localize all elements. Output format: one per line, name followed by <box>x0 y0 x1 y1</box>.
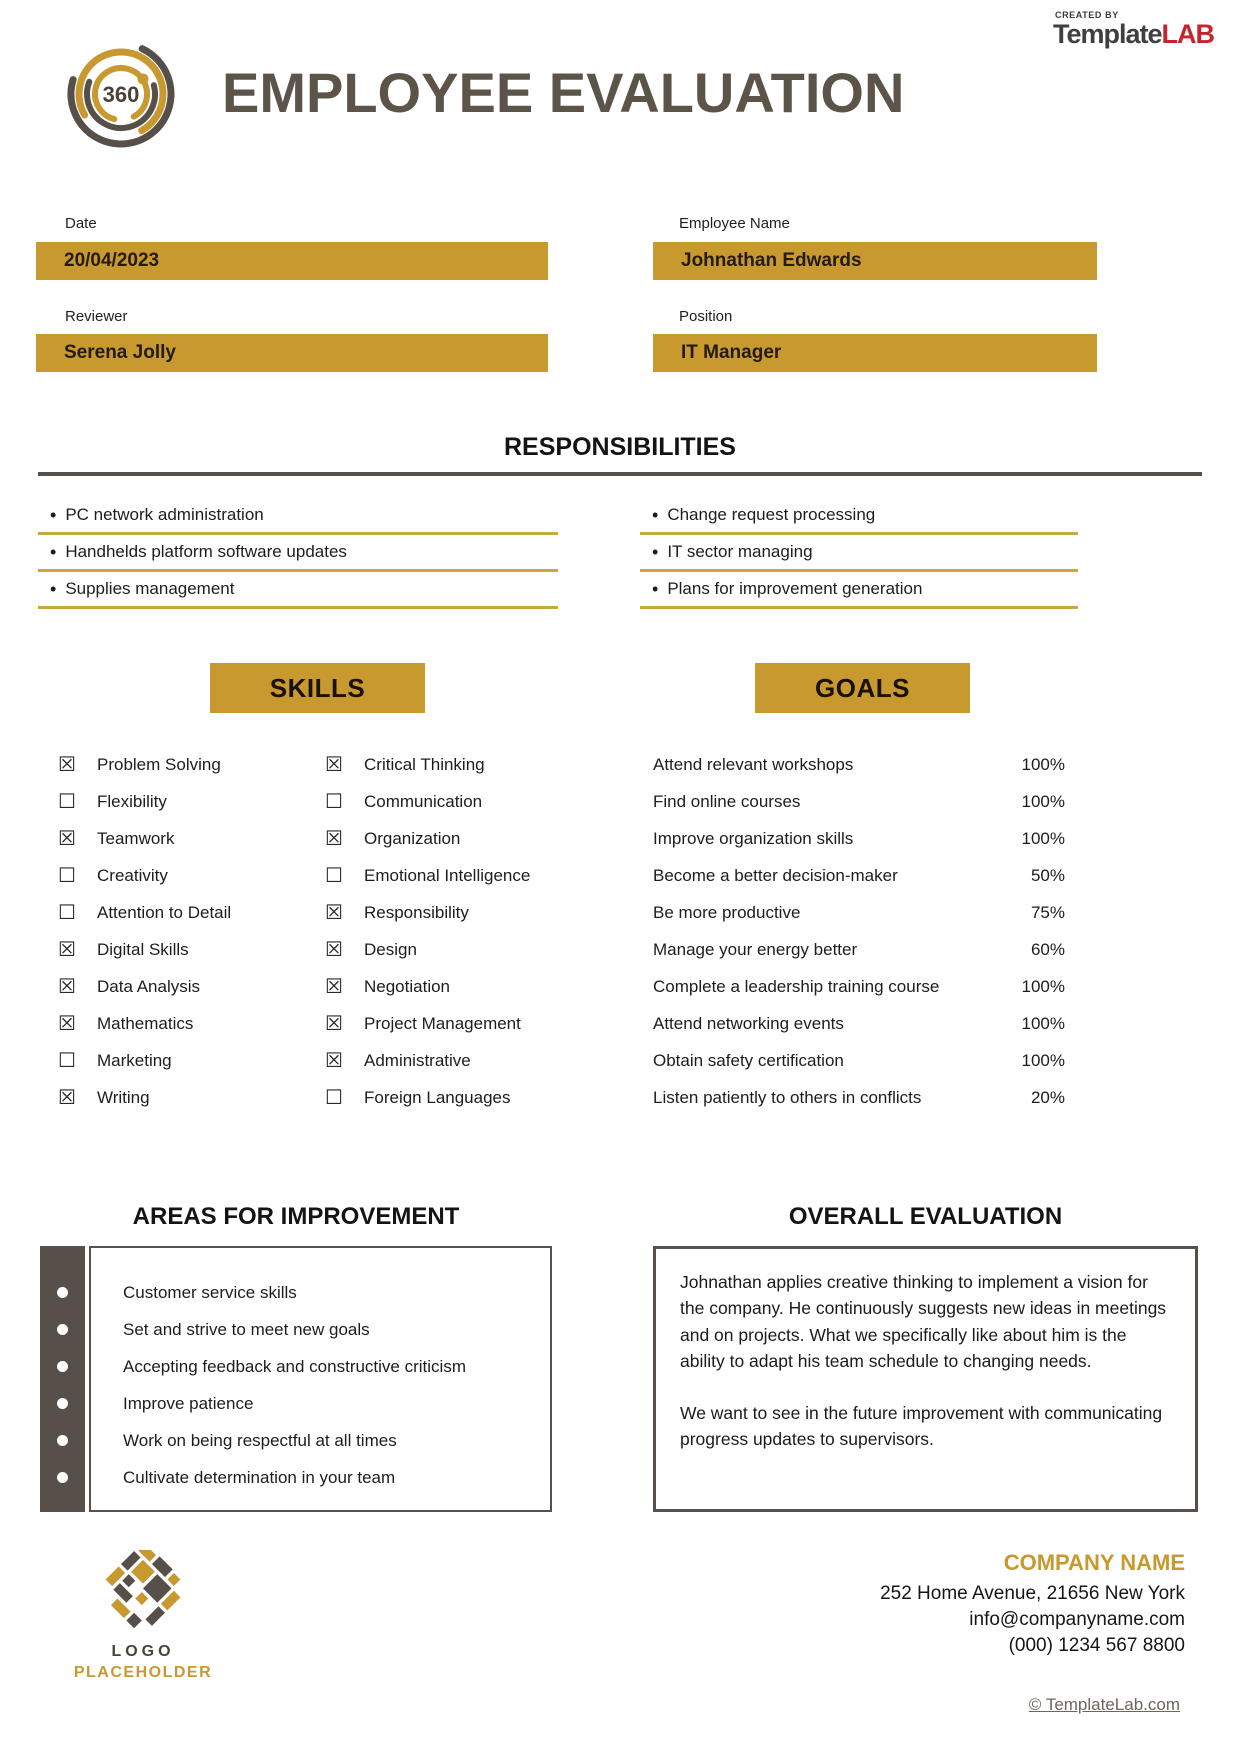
skill-row <box>305 746 590 783</box>
improvement-inner-box <box>89 1246 552 1512</box>
skill-row <box>38 820 303 857</box>
checkbox-icon[interactable]: ☒ <box>325 975 343 998</box>
logo-360-text: 360 <box>102 82 140 107</box>
overall-evaluation-heading: OVERALL EVALUATION <box>788 1203 1063 1230</box>
improvement-heading: AREAS FOR IMPROVEMENT <box>132 1203 460 1230</box>
skill-label: Critical Thinking <box>364 754 485 774</box>
responsibility-item: • PC network administration <box>38 498 558 535</box>
improvement-box <box>40 1246 552 1512</box>
company-phone: (000) 1234 567 8800 <box>1008 1635 1185 1657</box>
skill-row <box>38 894 303 931</box>
goal-label: Manage your energy better <box>653 939 858 959</box>
checkbox-icon[interactable]: ☒ <box>58 827 76 850</box>
overall-paragraph-1: Johnathan applies creative thinking to implement a vision for the company. He continuously suggests new ideas in meetings and on projects. What we specifically like about him is the ability to adapt his team schedule to changing needs. <box>680 1272 1167 1371</box>
skill-label: Design <box>364 939 417 959</box>
improvement-item <box>91 1422 550 1459</box>
skill-label: Attention to Detail <box>97 902 232 922</box>
bullet-dot-icon <box>57 1435 68 1446</box>
improvement-label: Work on being respectful at all times <box>123 1430 397 1450</box>
page-title: EMPLOYEE EVALUATION <box>222 61 905 124</box>
improvement-label: Customer service skills <box>123 1282 297 1302</box>
logo-placeholder-text-top: LOGO <box>111 1643 175 1660</box>
goal-label: Be more productive <box>653 902 801 922</box>
goals-list <box>653 746 1065 1116</box>
improvement-item <box>91 1348 550 1385</box>
skill-row <box>305 1005 590 1042</box>
goal-label: Attend networking events <box>653 1013 844 1033</box>
employee-name-label: Employee Name <box>679 215 790 232</box>
goal-row <box>653 1079 1065 1116</box>
brand-name-lab: LAB <box>1161 19 1214 49</box>
goal-row <box>653 783 1065 820</box>
skill-row <box>305 931 590 968</box>
responsibility-item: • Plans for improvement generation <box>640 572 1078 609</box>
checkbox-icon[interactable]: ☐ <box>325 864 343 887</box>
employee-name-field[interactable]: Johnathan Edwards <box>653 242 1097 280</box>
skill-label: Communication <box>364 791 483 811</box>
brand-name-template: Template <box>1052 19 1162 49</box>
checkbox-icon[interactable]: ☒ <box>58 1086 76 1109</box>
checkbox-icon[interactable]: ☒ <box>325 827 343 850</box>
skill-label: Teamwork <box>97 828 175 848</box>
responsibility-item: • Change request processing <box>640 498 1078 535</box>
company-address: 252 Home Avenue, 21656 New York <box>880 1583 1185 1604</box>
skill-label: Administrative <box>364 1050 471 1070</box>
date-field[interactable]: 20/04/2023 <box>36 242 548 280</box>
skill-row <box>38 857 303 894</box>
position-field[interactable]: IT Manager <box>653 334 1097 372</box>
skills-column-1 <box>38 746 303 1116</box>
reviewer-label: Reviewer <box>65 308 128 325</box>
skill-label: Organization <box>364 828 461 848</box>
skill-label: Data Analysis <box>97 976 200 996</box>
skill-row <box>38 968 303 1005</box>
bullet-dot-icon <box>57 1287 68 1298</box>
skill-row <box>38 746 303 783</box>
company-info <box>880 1550 1185 1660</box>
360-degrees-logo-icon <box>66 28 176 156</box>
checkbox-icon[interactable]: ☒ <box>325 901 343 924</box>
goal-percent: 100% <box>1021 976 1065 996</box>
goal-label: Attend relevant workshops <box>653 754 854 774</box>
goal-label: Find online courses <box>653 791 801 811</box>
skill-label: Digital Skills <box>97 939 189 959</box>
logo-placeholder-text-bottom: PLACEHOLDER <box>73 1664 213 1681</box>
skills-heading: SKILLS <box>210 663 425 713</box>
templatelab-copyright-link[interactable]: © TemplateLab.com <box>1028 1695 1180 1714</box>
skills-column-2 <box>305 746 590 1116</box>
improvement-item <box>91 1385 550 1422</box>
skill-row <box>305 1042 590 1079</box>
skill-row <box>38 783 303 820</box>
responsibilities-heading: RESPONSIBILITIES <box>504 433 736 461</box>
company-email[interactable]: info@companyname.com <box>969 1609 1185 1631</box>
responsibility-item: • IT sector managing <box>640 535 1078 572</box>
checkbox-icon[interactable]: ☒ <box>58 753 76 776</box>
goal-label: Improve organization skills <box>653 828 854 848</box>
goal-percent: 20% <box>1030 1087 1065 1107</box>
goal-percent: 100% <box>1021 791 1065 811</box>
goal-row <box>653 894 1065 931</box>
goal-percent: 60% <box>1030 939 1065 959</box>
checkbox-icon[interactable]: ☒ <box>58 975 76 998</box>
position-label: Position <box>679 308 733 325</box>
skill-label: Mathematics <box>97 1013 194 1033</box>
improvement-label: Set and strive to meet new goals <box>123 1319 370 1339</box>
skill-row <box>305 968 590 1005</box>
skill-label: Responsibility <box>364 902 469 922</box>
bullet-dot-icon <box>57 1472 68 1483</box>
checkbox-icon[interactable]: ☐ <box>58 790 76 813</box>
responsibilities-right-list <box>640 498 1078 609</box>
responsibilities-divider <box>38 472 1202 476</box>
logo-placeholder <box>63 1550 223 1682</box>
checkbox-icon[interactable]: ☒ <box>58 1012 76 1035</box>
templatelab-brand <box>1053 10 1214 48</box>
bullet-dot-icon <box>57 1361 68 1372</box>
improvement-label: Accepting feedback and constructive criticism <box>123 1356 466 1376</box>
skill-label: Creativity <box>97 865 168 885</box>
goal-row <box>653 857 1065 894</box>
checkbox-icon[interactable]: ☒ <box>325 938 343 961</box>
checkbox-icon[interactable]: ☒ <box>58 938 76 961</box>
goal-percent: 100% <box>1021 1050 1065 1070</box>
skill-row <box>38 931 303 968</box>
goal-row <box>653 746 1065 783</box>
goal-percent: 75% <box>1030 902 1065 922</box>
date-label: Date <box>65 215 97 232</box>
skill-label: Problem Solving <box>97 754 221 774</box>
skill-label: Writing <box>97 1087 150 1107</box>
improvement-item <box>91 1311 550 1348</box>
goal-percent: 50% <box>1030 865 1065 885</box>
responsibilities-left-list <box>38 498 558 609</box>
checkbox-icon[interactable]: ☒ <box>325 1012 343 1035</box>
goal-percent: 100% <box>1021 1013 1065 1033</box>
skill-label: Flexibility <box>97 791 167 811</box>
improvement-label: Cultivate determination in your team <box>123 1467 396 1487</box>
goals-heading: GOALS <box>755 663 970 713</box>
skill-label: Foreign Languages <box>364 1087 511 1107</box>
improvement-label: Improve patience <box>123 1393 254 1413</box>
company-name: COMPANY NAME <box>1003 1550 1185 1575</box>
goal-row <box>653 968 1065 1005</box>
goal-label: Obtain safety certification <box>653 1050 844 1070</box>
overall-paragraph-2: We want to see in the future improvement with communicating progress updates to supervisors. <box>680 1403 1163 1450</box>
improvement-item <box>91 1459 550 1496</box>
skill-label: Marketing <box>97 1050 172 1070</box>
reviewer-field[interactable]: Serena Jolly <box>36 334 548 372</box>
checkbox-icon[interactable]: ☒ <box>325 1049 343 1072</box>
improvement-item <box>91 1274 550 1311</box>
skill-row <box>305 857 590 894</box>
skill-row <box>38 1042 303 1079</box>
checkbox-icon[interactable]: ☒ <box>325 753 343 776</box>
responsibility-item: • Supplies management <box>38 572 558 609</box>
goal-row <box>653 1042 1065 1079</box>
checkbox-icon[interactable]: ☐ <box>325 1086 343 1109</box>
goal-row <box>653 1005 1065 1042</box>
bullet-dot-icon <box>57 1398 68 1409</box>
skill-row <box>305 894 590 931</box>
goal-label: Listen patiently to others in conflicts <box>653 1087 922 1107</box>
checkbox-icon[interactable]: ☐ <box>325 790 343 813</box>
goal-row <box>653 820 1065 857</box>
checkbox-icon[interactable]: ☐ <box>58 864 76 887</box>
goal-label: Complete a leadership training course <box>653 976 940 996</box>
overall-evaluation-box <box>653 1246 1198 1512</box>
goal-percent: 100% <box>1021 754 1065 774</box>
skill-row <box>38 1005 303 1042</box>
bullet-dot-icon <box>57 1324 68 1335</box>
goal-percent: 100% <box>1021 828 1065 848</box>
created-by-label: CREATED BY <box>1054 10 1119 20</box>
skill-label: Emotional Intelligence <box>364 865 531 885</box>
responsibility-item: • Handhelds platform software updates <box>38 535 558 572</box>
checkbox-icon[interactable]: ☐ <box>58 1049 76 1072</box>
skill-row <box>305 820 590 857</box>
skill-row <box>305 1079 590 1116</box>
goal-row <box>653 931 1065 968</box>
skill-row <box>38 1079 303 1116</box>
logo-placeholder-diamond-icon <box>101 1550 185 1634</box>
skill-label: Negotiation <box>364 976 451 996</box>
goal-label: Become a better decision-maker <box>653 865 898 885</box>
skill-row <box>305 783 590 820</box>
skill-label: Project Management <box>364 1013 521 1033</box>
checkbox-icon[interactable]: ☐ <box>58 901 76 924</box>
